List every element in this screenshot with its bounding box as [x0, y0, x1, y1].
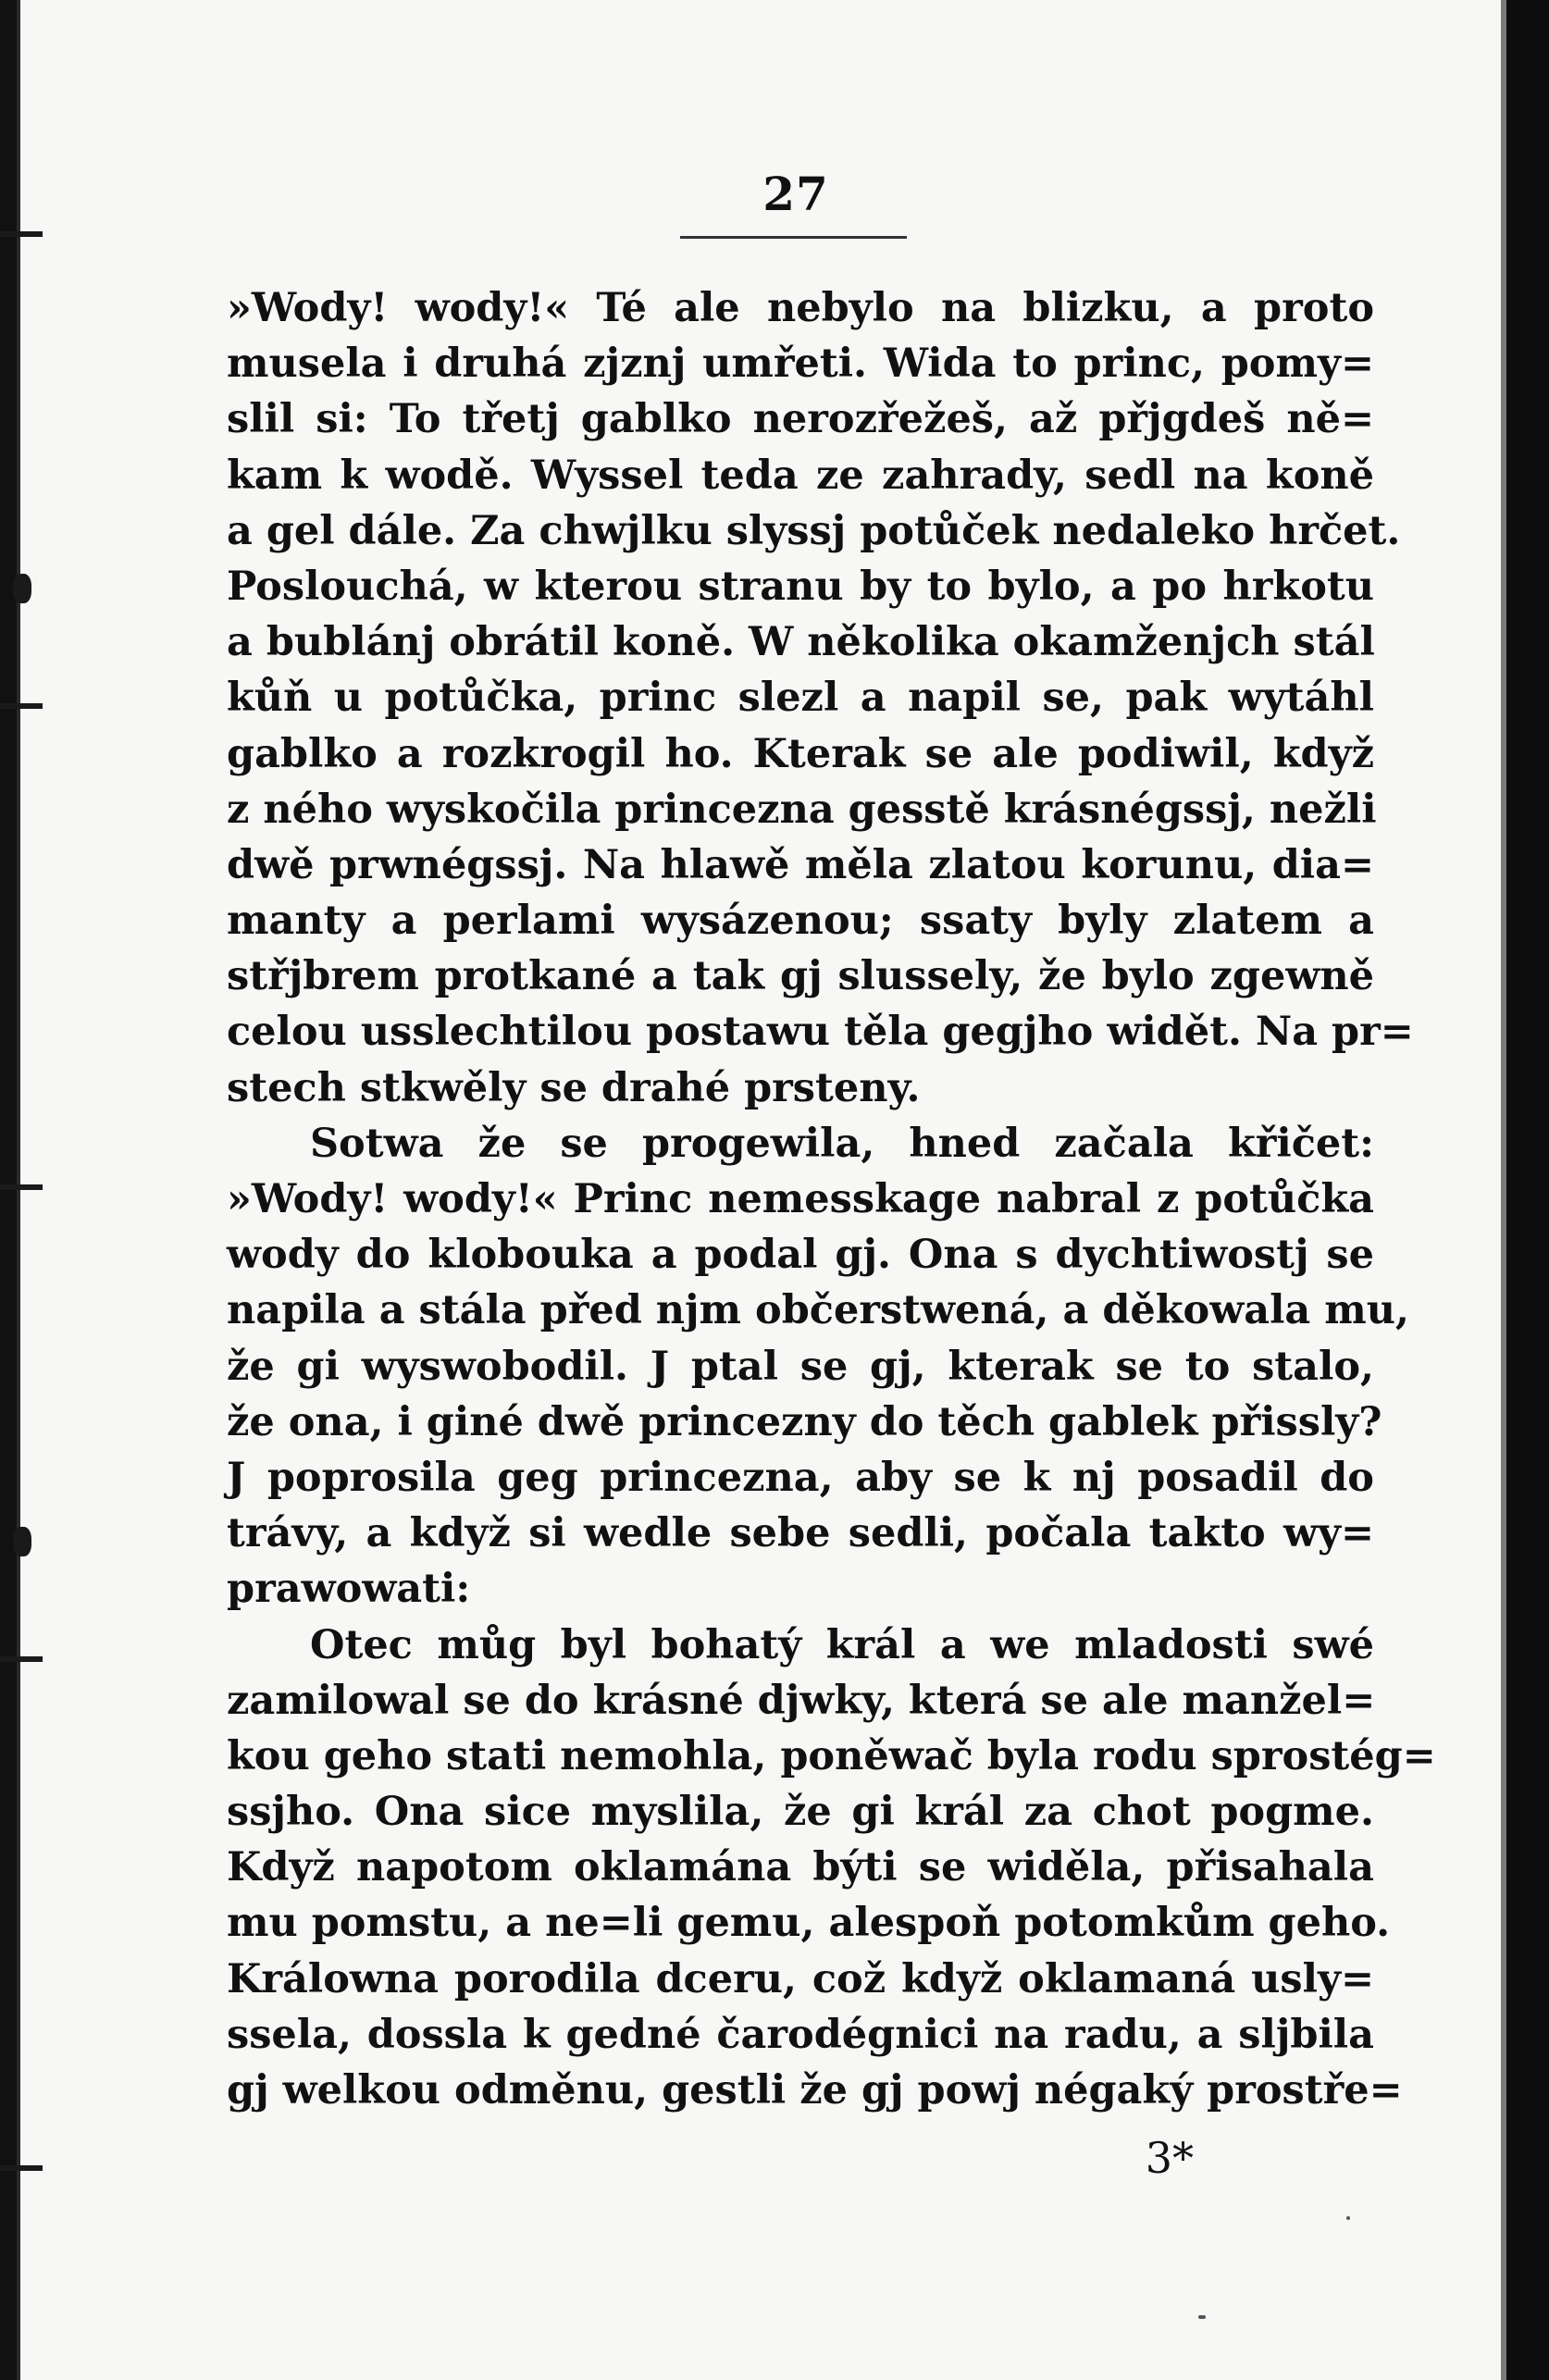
binding-stitch [13, 574, 31, 603]
text-line: »Wody! wody!« Princ nemesskage nabral z potůčka [227, 1176, 1374, 1222]
text-line: že ona, i giné dwě princezny do těch gablek přissly? [227, 1398, 1382, 1445]
signature-mark: 3* [1145, 2133, 1194, 2183]
gutter-line [17, 0, 20, 2380]
text-line: zamilowal se do krásné djwky, která se ale manžel= [227, 1677, 1376, 1724]
header-rule [680, 236, 907, 239]
text-line: Králowna porodila dceru, což když oklamaná usly= [227, 1955, 1374, 2002]
binding-edge [0, 0, 17, 2380]
text-line: a gel dále. Za chwjlku slyssj potůček nedaleko hrčet. [227, 507, 1401, 554]
text-line: mu pomstu, a ne=li gemu, alespoň potomkům geho. [227, 1900, 1391, 1947]
text-line: Když napotom oklamána býti se widěla, přisahala [227, 1844, 1374, 1891]
text-line: trávy, a když si wedle sebe sedli, počala takto wy= [227, 1510, 1374, 1557]
text-line: že gi wyswobodil. J ptal se gj, kterak se to stalo, [227, 1343, 1374, 1390]
text-line: a bublánj obrátil koně. W několika okamženjch stál [227, 619, 1375, 666]
page-edge [1506, 0, 1549, 2380]
text-line: z ného wyskočila princezna gesstě krásnégssj, nežli [227, 786, 1377, 833]
text-line: »Wody! wody!« Té ale nebylo na blizku, a proto [227, 285, 1374, 331]
text-line: napila a stála před njm občerstwená, a děkowala mu, [227, 1287, 1409, 1334]
binding-stitch [0, 1656, 43, 1662]
text-line: Sotwa že se progewila, hned začala křičet: [310, 1120, 1374, 1167]
binding-stitch [0, 2165, 43, 2171]
text-line: gablko a rozkrogil ho. Kterak se ale podiwil, když [227, 730, 1374, 777]
text-line: střjbrem protkané a tak gj slussely, že bylo zgewně [227, 953, 1374, 1000]
text-line: ssjho. Ona sice myslila, že gi král za chot pogme. [227, 1789, 1374, 1836]
text-line: kou geho stati nemohla, poněwač byla rodu sprostég= [227, 1732, 1436, 1779]
text-line: ssela, dossla k gedné čarodégnici na radu, a sljbila [227, 2011, 1374, 2058]
text-line: J poprosila geg princezna, aby se k nj posadil do [227, 1454, 1374, 1501]
text-line: stech stkwěly se drahé prsteny. [227, 1064, 921, 1111]
binding-stitch [0, 703, 43, 709]
binding-stitch [13, 1527, 31, 1556]
text-line: kam k wodě. Wyssel teda ze zahrady, sedl na koně [227, 452, 1374, 499]
text-line: dwě prwnégssj. Na hlawě měla zlatou korunu, dia= [227, 841, 1374, 888]
text-line: Poslouchá, w kterou stranu by to bylo, a po hrkotu [227, 563, 1374, 610]
paper-speck [1198, 2315, 1206, 2319]
text-line: kůň u potůčka, princ slezl a napil se, pak wytáhl [227, 675, 1374, 722]
text-line: musela i druhá zjznj umřeti. Wida to princ, pomy= [227, 341, 1374, 388]
text-line: gj welkou odměnu, gestli že gj powj négaký prostře= [227, 2067, 1403, 2113]
binding-stitch [0, 1184, 43, 1190]
text-line: prawowati: [227, 1566, 471, 1613]
text-line: slil si: To třetj gablko nerozřežeš, až přjgdeš ně= [227, 396, 1374, 443]
page-number: 27 [762, 167, 829, 221]
binding-stitch [0, 231, 43, 237]
text-line: wody do klobouka a podal gj. Ona s dychtiwostj se [227, 1232, 1374, 1279]
text-line: celou usslechtilou postawu těla gegjho widět. Na pr= [227, 1009, 1414, 1056]
text-line: manty a perlami wysázenou; ssaty byly zlatem a [227, 898, 1374, 945]
paper-speck [1346, 2216, 1350, 2220]
body-text [227, 280, 1436, 2118]
text-line: Otec můg byl bohatý král a we mladosti swé [310, 1621, 1374, 1668]
